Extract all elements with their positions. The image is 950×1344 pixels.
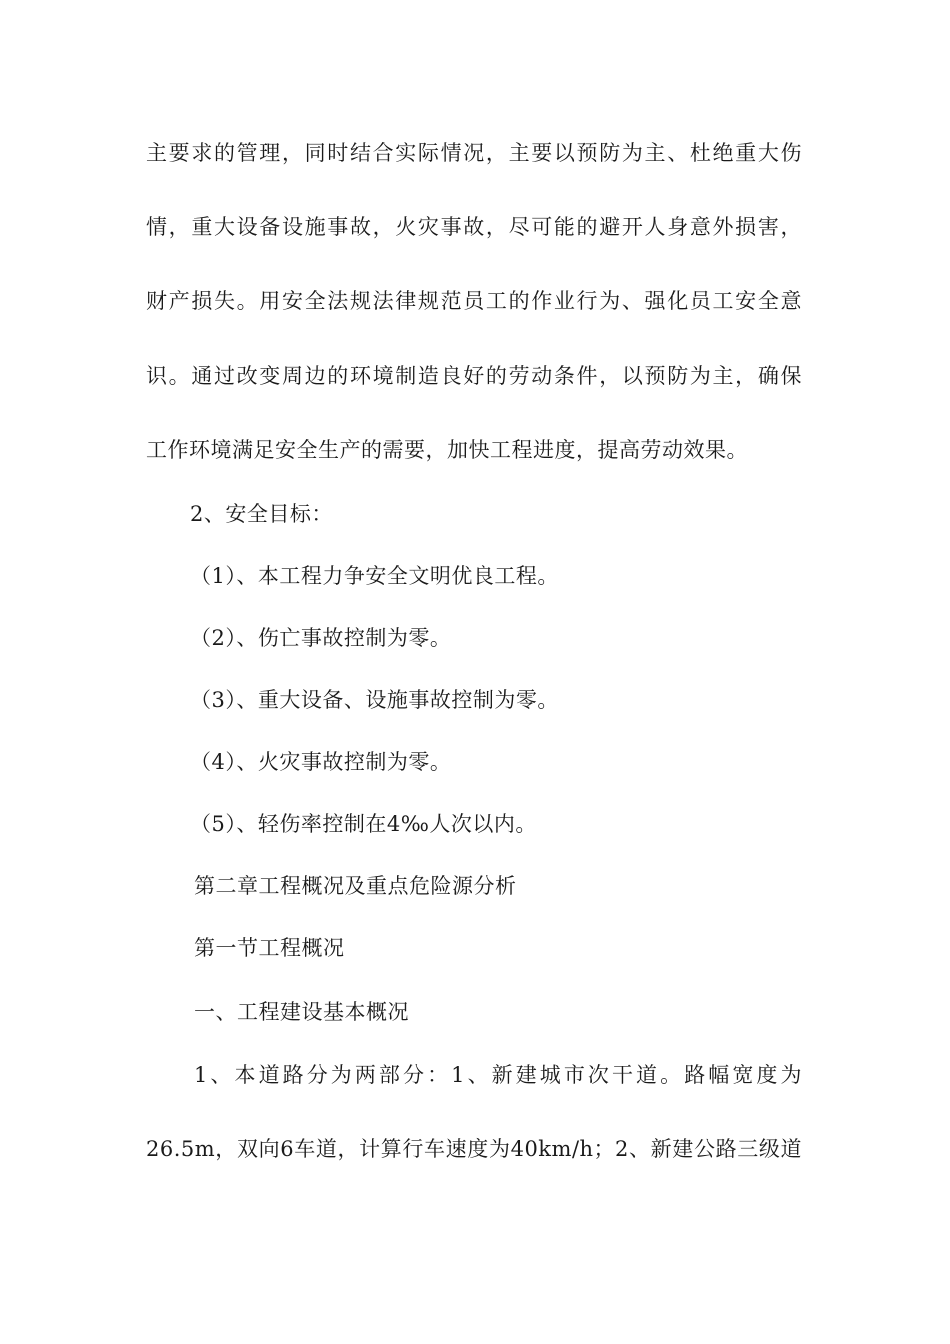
subsection-title: 一、工程建设基本概况 <box>194 1000 409 1024</box>
body-text-line: 26.5m，双向6车道，计算行车速度为40km/h；2、新建公路三级道 <box>146 1137 802 1161</box>
target-item: （2）、伤亡事故控制为零。 <box>190 626 452 650</box>
body-text-line: 财产损失。用安全法规法律规范员工的作业行为、强化员工安全意 <box>146 289 802 313</box>
target-item: （5）、轻伤率控制在4‰人次以内。 <box>190 812 537 836</box>
chapter-title: 第二章工程概况及重点危险源分析 <box>194 874 517 898</box>
target-item: （4）、火灾事故控制为零。 <box>190 750 452 774</box>
body-text-line: 1、本道路分为两部分：1、新建城市次干道。路幅宽度为 <box>194 1063 802 1087</box>
body-text-line: 工作环境满足安全生产的需要，加快工程进度，提高劳动效果。 <box>146 438 748 462</box>
target-heading: 2、安全目标： <box>190 502 333 526</box>
target-item: （1）、本工程力争安全文明优良工程。 <box>190 564 559 588</box>
body-text-line: 识。通过改变周边的环境制造良好的劳动条件，以预防为主，确保 <box>146 364 802 388</box>
target-item: （3）、重大设备、设施事故控制为零。 <box>190 688 559 712</box>
body-text-line: 主要求的管理，同时结合实际情况，主要以预防为主、杜绝重大伤 <box>146 141 802 165</box>
body-text-line: 情，重大设备设施事故，火灾事故，尽可能的避开人身意外损害， <box>146 215 802 239</box>
section-title: 第一节工程概况 <box>194 936 345 960</box>
